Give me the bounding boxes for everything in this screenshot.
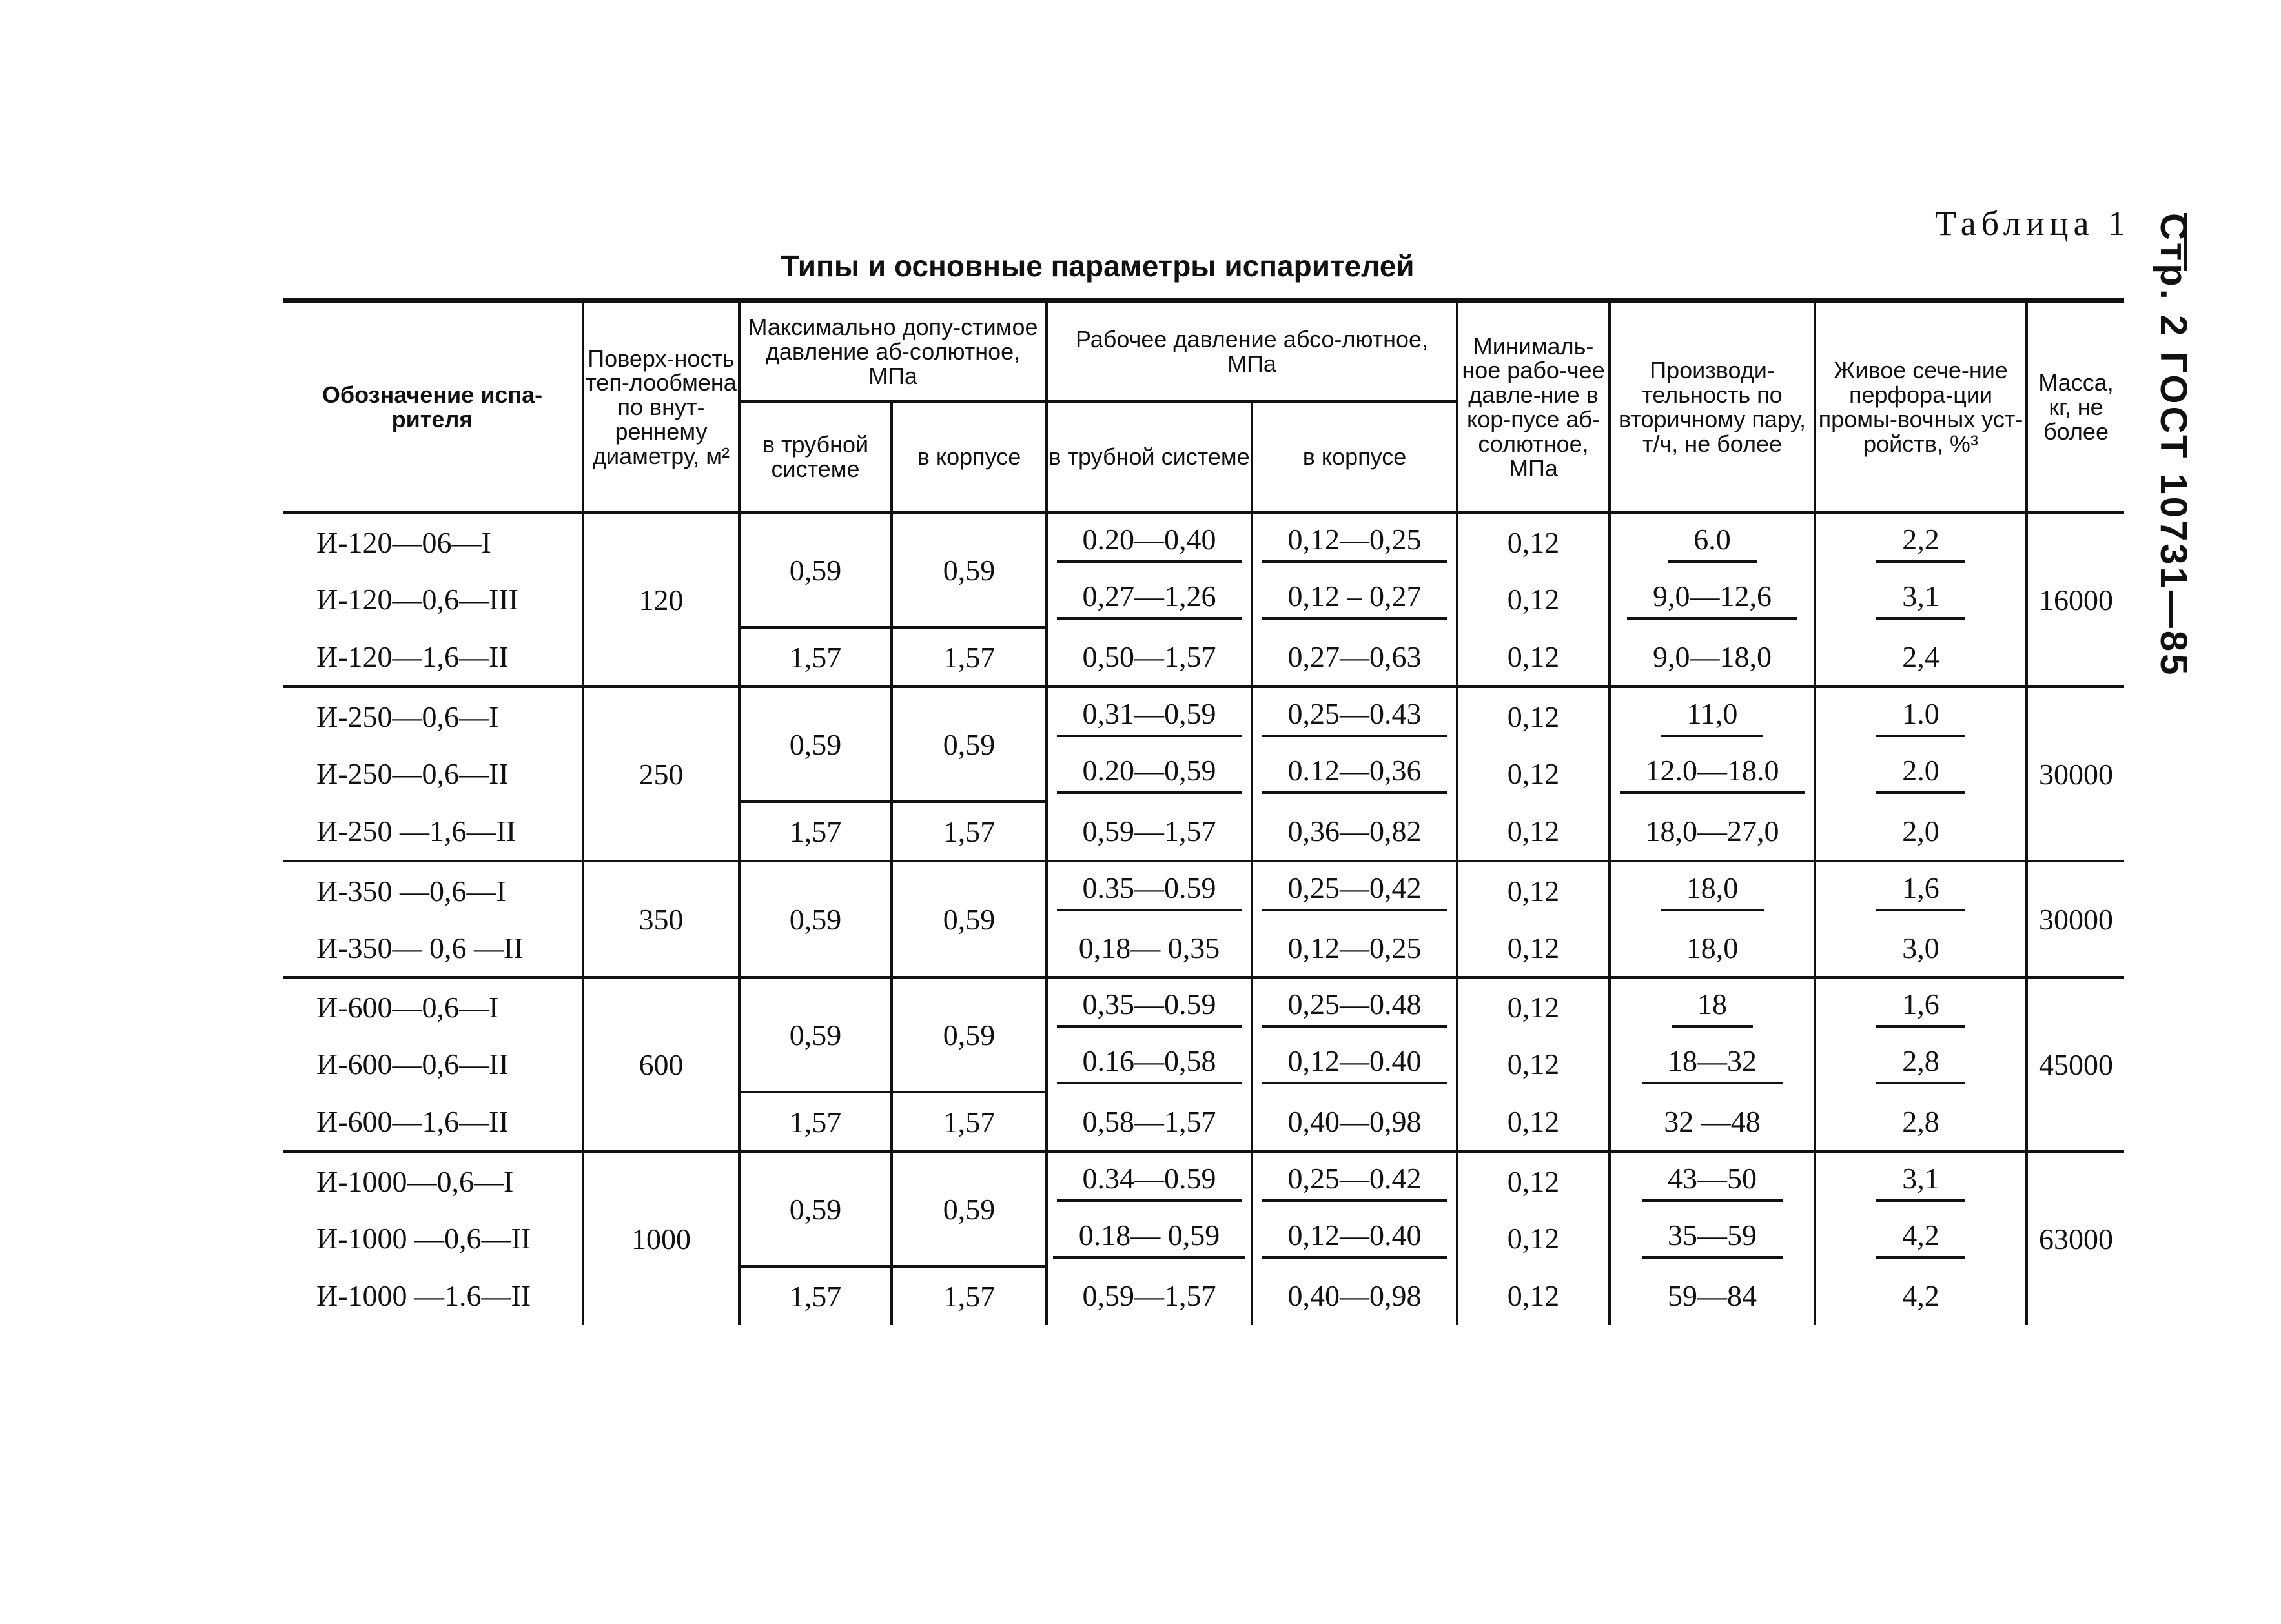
header-max-pressure: Максимально допу-стимое давление аб-солютное, МПа: [739, 301, 1047, 401]
min-pressure-text: 0,12: [1507, 1279, 1560, 1312]
working-pressure-tube-text: 0,59—1,57: [1082, 1279, 1216, 1312]
max-pressure-shell: 1,57: [892, 1092, 1047, 1152]
capacity-value-text: 18: [1672, 987, 1753, 1028]
surface-value: 350: [583, 861, 739, 977]
table-row: [283, 627, 2124, 687]
min-pressure: [1457, 1092, 1610, 1152]
table-row: [283, 687, 2124, 745]
header-work-tube: в трубной системе: [1047, 401, 1252, 513]
min-pressure-text: 0,12: [1507, 582, 1560, 616]
max-pressure-shell: 1,57: [892, 802, 1047, 861]
working-pressure-tube-text: 0.20—0,59: [1057, 753, 1242, 794]
working-pressure-tube-text: 0,50—1,57: [1082, 640, 1216, 673]
max-pressure-tube: 0,59: [739, 1152, 892, 1266]
working-pressure-tube: [1047, 919, 1252, 977]
working-pressure-shell: [1252, 1266, 1457, 1325]
header-max-tube: в трубной системе: [739, 401, 892, 513]
working-pressure-tube-text: 0.35—0.59: [1057, 871, 1242, 911]
working-pressure-tube-text: 0,18— 0,35: [1078, 931, 1220, 964]
working-pressure-shell-text: 0,40—0,98: [1287, 1279, 1422, 1312]
perforation-value-text: 1,6: [1876, 871, 1965, 911]
header-mass: Масса, кг, не более: [2027, 301, 2124, 513]
table-row: [283, 571, 2124, 627]
evaporator-designation: И-600—0,6—I: [283, 977, 583, 1035]
working-pressure-shell: [1252, 571, 1457, 627]
working-pressure-shell-text: 0,12—0.40: [1262, 1044, 1447, 1084]
table-row: [283, 1035, 2124, 1092]
mass-value: 30000: [2027, 687, 2124, 861]
evaporator-designation: И-350 —0,6—I: [283, 861, 583, 919]
working-pressure-tube: [1047, 1266, 1252, 1325]
surface-value: 250: [583, 687, 739, 861]
table-row: [283, 861, 2124, 919]
working-pressure-shell: [1252, 1152, 1457, 1210]
min-pressure-text: 0,12: [1507, 525, 1560, 559]
min-pressure: [1457, 919, 1610, 977]
evaporator-designation: И-600—1,6—II: [316, 1104, 509, 1138]
working-pressure-tube: [1047, 861, 1252, 919]
perforation-value-text: 3,0: [1902, 931, 1939, 964]
working-pressure-shell: [1252, 977, 1457, 1035]
working-pressure-tube-text: 0.34—0.59: [1057, 1161, 1242, 1202]
evaporator-designation: И-120—1,6—II: [316, 640, 509, 673]
perforation-value: [1815, 1035, 2027, 1092]
perforation-value-text: 2,8: [1876, 1044, 1965, 1084]
min-pressure-text: 0,12: [1507, 700, 1560, 733]
max-pressure-shell: 0,59: [892, 861, 1047, 977]
max-pressure-shell: 1,57: [892, 627, 1047, 687]
perforation-value: [1815, 861, 2027, 919]
evaporator-designation: И-1000—0,6—I: [283, 1152, 583, 1210]
header-capacity: Производи-тельность по вторичному пару, т/ч, не более: [1610, 301, 1815, 513]
working-pressure-shell-text: 0,25—0,42: [1262, 871, 1447, 911]
working-pressure-tube: [1047, 802, 1252, 861]
working-pressure-tube-text: 0,35—0.59: [1057, 987, 1242, 1028]
max-pressure-tube: 0,59: [739, 977, 892, 1092]
table-row: [283, 1266, 2124, 1325]
working-pressure-tube: [1047, 1092, 1252, 1152]
capacity-value: [1610, 861, 1815, 919]
min-pressure: [1457, 1266, 1610, 1325]
min-pressure: [1457, 977, 1610, 1035]
min-pressure: [1457, 861, 1610, 919]
capacity-value-text: 9,0—18,0: [1653, 640, 1772, 673]
perforation-value: [1815, 1266, 2027, 1325]
capacity-value: [1610, 687, 1815, 745]
working-pressure-tube: [1047, 571, 1252, 627]
working-pressure-tube-text: 0,58—1,57: [1082, 1104, 1216, 1138]
working-pressure-shell-text: 0,25—0.43: [1262, 696, 1447, 737]
capacity-value: [1610, 1266, 1815, 1325]
perforation-value: [1815, 745, 2027, 802]
perforation-value-text: 2,2: [1876, 522, 1965, 563]
table-body: [283, 513, 2124, 1325]
working-pressure-tube: [1047, 687, 1252, 745]
table-row: [283, 1092, 2124, 1152]
capacity-value-text: 43—50: [1642, 1161, 1783, 1202]
mass-value: 16000: [2027, 513, 2124, 687]
working-pressure-shell: [1252, 745, 1457, 802]
perforation-value: [1815, 513, 2027, 571]
working-pressure-shell-text: 0,12—0.40: [1262, 1218, 1447, 1259]
max-pressure-tube: 1,57: [739, 802, 892, 861]
mass-value: 45000: [2027, 977, 2124, 1152]
header-designation: Обозначение испа-рителя: [283, 301, 583, 513]
mass-value: 30000: [2027, 861, 2124, 977]
working-pressure-shell: [1252, 513, 1457, 571]
evaporator-designation: И-1000 —0,6—II: [316, 1221, 531, 1255]
evaporator-designation: И-250—0,6—I: [283, 687, 583, 745]
working-pressure-tube: [1047, 1152, 1252, 1210]
min-pressure: [1457, 1210, 1610, 1266]
working-pressure-shell-text: 0,25—0.42: [1262, 1161, 1447, 1202]
mass-value: 63000: [2027, 1152, 2124, 1325]
working-pressure-shell: [1252, 627, 1457, 687]
working-pressure-tube-text: 0.18— 0,59: [1053, 1218, 1246, 1259]
min-pressure: [1457, 687, 1610, 745]
capacity-value-text: 12.0—18.0: [1620, 753, 1805, 794]
max-pressure-tube: 0,59: [739, 513, 892, 627]
perforation-value-text: 2.0: [1876, 753, 1965, 794]
perforation-value: [1815, 687, 2027, 745]
min-pressure-text: 0,12: [1507, 931, 1560, 964]
min-pressure-text: 0,12: [1507, 990, 1560, 1024]
working-pressure-tube-text: 0,31—0,59: [1057, 696, 1242, 737]
perforation-value-text: 2,8: [1902, 1104, 1939, 1138]
perforation-value-text: 1,6: [1876, 987, 1965, 1028]
working-pressure-shell-text: 0,12—0,25: [1262, 522, 1447, 563]
min-pressure: [1457, 1152, 1610, 1210]
working-pressure-shell: [1252, 1210, 1457, 1266]
working-pressure-tube: [1047, 1210, 1252, 1266]
working-pressure-tube-text: 0.20—0,40: [1057, 522, 1242, 563]
max-pressure-tube: 1,57: [739, 627, 892, 687]
evaporator-designation: И-250 —1,6—II: [316, 814, 517, 848]
working-pressure-tube-text: 0,59—1,57: [1082, 814, 1216, 848]
perforation-value-text: 2,0: [1902, 814, 1939, 848]
capacity-value: [1610, 627, 1815, 687]
header-max-shell: в корпусе: [892, 401, 1047, 513]
min-pressure-text: 0,12: [1507, 640, 1560, 673]
min-pressure: [1457, 802, 1610, 861]
capacity-value-text: 6.0: [1668, 522, 1757, 563]
surface-value: 1000: [583, 1152, 739, 1325]
working-pressure-shell: [1252, 1035, 1457, 1092]
capacity-value: [1610, 745, 1815, 802]
capacity-value-text: 35—59: [1642, 1218, 1783, 1259]
surface-value: 120: [583, 513, 739, 687]
max-pressure-shell: 0,59: [892, 977, 1047, 1092]
side-header-text: Стр. 2 ГОСТ 10731—85: [2153, 213, 2194, 678]
capacity-value: [1610, 977, 1815, 1035]
capacity-value-text: 18—32: [1642, 1044, 1783, 1084]
perforation-value-text: 4,2: [1902, 1279, 1939, 1312]
capacity-value-text: 32 —48: [1664, 1104, 1761, 1138]
working-pressure-shell-text: 0,12—0,25: [1287, 931, 1422, 964]
table-row: [283, 977, 2124, 1035]
working-pressure-shell-text: 0,12 – 0,27: [1262, 579, 1447, 620]
max-pressure-tube: 0,59: [739, 861, 892, 977]
perforation-value-text: 3,1: [1876, 1161, 1965, 1202]
capacity-value: [1610, 1152, 1815, 1210]
min-pressure-text: 0,12: [1507, 1164, 1560, 1198]
working-pressure-tube: [1047, 513, 1252, 571]
evaporator-parameters-table: [283, 298, 2124, 1325]
capacity-value-text: 11,0: [1661, 696, 1764, 737]
max-pressure-shell: 0,59: [892, 513, 1047, 627]
perforation-value-text: 2,4: [1902, 640, 1939, 673]
table-number-label: Таблица 1: [1935, 204, 2131, 243]
capacity-value: [1610, 1210, 1815, 1266]
header-surface: Поверх-ность теп-лообмена по внут-реннему диаметру, м²: [583, 301, 739, 513]
table-row: [283, 802, 2124, 861]
working-pressure-tube: [1047, 977, 1252, 1035]
capacity-value: [1610, 513, 1815, 571]
max-pressure-shell: 1,57: [892, 1266, 1047, 1325]
evaporator-designation: И-350— 0,6 —II: [316, 931, 524, 964]
max-pressure-tube: 1,57: [739, 1266, 892, 1325]
working-pressure-shell-text: 0,27—0,63: [1287, 640, 1422, 673]
perforation-value: [1815, 1092, 2027, 1152]
max-pressure-tube: 0,59: [739, 687, 892, 802]
perforation-value: [1815, 1210, 2027, 1266]
min-pressure-text: 0,12: [1507, 1047, 1560, 1081]
min-pressure: [1457, 571, 1610, 627]
max-pressure-tube: 1,57: [739, 1092, 892, 1152]
working-pressure-tube: [1047, 1035, 1252, 1092]
perforation-value-text: 4,2: [1876, 1218, 1965, 1259]
working-pressure-shell: [1252, 687, 1457, 745]
header-min-pressure: Минималь-ное рабо-чее давле-ние в кор-пусе аб-солютное, МПа: [1457, 301, 1610, 513]
evaporator-designation: И-1000 —1.6—II: [316, 1279, 531, 1312]
perforation-value: [1815, 571, 2027, 627]
capacity-value: [1610, 1035, 1815, 1092]
capacity-value-text: 18,0: [1686, 931, 1739, 964]
capacity-value: [1610, 1092, 1815, 1152]
capacity-value: [1610, 919, 1815, 977]
capacity-value-text: 9,0—12,6: [1627, 579, 1797, 620]
working-pressure-shell: [1252, 861, 1457, 919]
capacity-value-text: 18,0: [1661, 871, 1764, 911]
capacity-value: [1610, 802, 1815, 861]
working-pressure-shell-text: 0,40—0,98: [1287, 1104, 1422, 1138]
perforation-value: [1815, 919, 2027, 977]
perforation-value: [1815, 1152, 2027, 1210]
perforation-value-text: 3,1: [1876, 579, 1965, 620]
min-pressure-text: 0,12: [1507, 814, 1560, 848]
perforation-value: [1815, 977, 2027, 1035]
perforation-value: [1815, 627, 2027, 687]
min-pressure-text: 0,12: [1507, 1221, 1560, 1255]
header-perforation: Живое сече-ние перфора-ции промы-вочных уст-ройств, %³: [1815, 301, 2027, 513]
working-pressure-tube-text: 0.16—0,58: [1057, 1044, 1242, 1084]
capacity-value: [1610, 571, 1815, 627]
working-pressure-shell: [1252, 802, 1457, 861]
perforation-value: [1815, 802, 2027, 861]
evaporator-designation: И-120—06—I: [283, 513, 583, 571]
working-pressure-tube: [1047, 627, 1252, 687]
table-row: [283, 919, 2124, 977]
table-row: [283, 745, 2124, 802]
working-pressure-shell-text: 0.12—0,36: [1262, 753, 1447, 794]
evaporator-designation: И-600—0,6—II: [316, 1047, 509, 1081]
surface-value: 600: [583, 977, 739, 1152]
table-row: [283, 1210, 2124, 1266]
capacity-value-text: 59—84: [1668, 1279, 1757, 1312]
capacity-value-text: 18,0—27,0: [1645, 814, 1779, 848]
perforation-value-text: 1.0: [1876, 696, 1965, 737]
page-side-header: [2137, 213, 2202, 794]
working-pressure-shell-text: 0,25—0.48: [1262, 987, 1447, 1028]
table-title: Типы и основные параметры испарителей: [781, 249, 1415, 283]
working-pressure-shell: [1252, 1092, 1457, 1152]
min-pressure: [1457, 513, 1610, 571]
min-pressure-text: 0,12: [1507, 756, 1560, 790]
table-row: [283, 513, 2124, 571]
working-pressure-shell-text: 0,36—0,82: [1287, 814, 1422, 848]
table-row: [283, 1152, 2124, 1210]
max-pressure-shell: 0,59: [892, 1152, 1047, 1266]
header-work-shell: в корпусе: [1252, 401, 1457, 513]
working-pressure-tube-text: 0,27—1,26: [1057, 579, 1242, 620]
working-pressure-tube: [1047, 745, 1252, 802]
evaporator-designation: И-120—0,6—III: [316, 582, 518, 616]
working-pressure-shell: [1252, 919, 1457, 977]
header-working-pressure: Рабочее давление абсо-лютное, МПа: [1047, 301, 1457, 401]
min-pressure-text: 0,12: [1507, 1104, 1560, 1138]
evaporator-designation: И-250—0,6—II: [316, 756, 509, 790]
min-pressure: [1457, 745, 1610, 802]
min-pressure-text: 0,12: [1507, 874, 1560, 908]
min-pressure: [1457, 627, 1610, 687]
max-pressure-shell: 0,59: [892, 687, 1047, 802]
min-pressure: [1457, 1035, 1610, 1092]
